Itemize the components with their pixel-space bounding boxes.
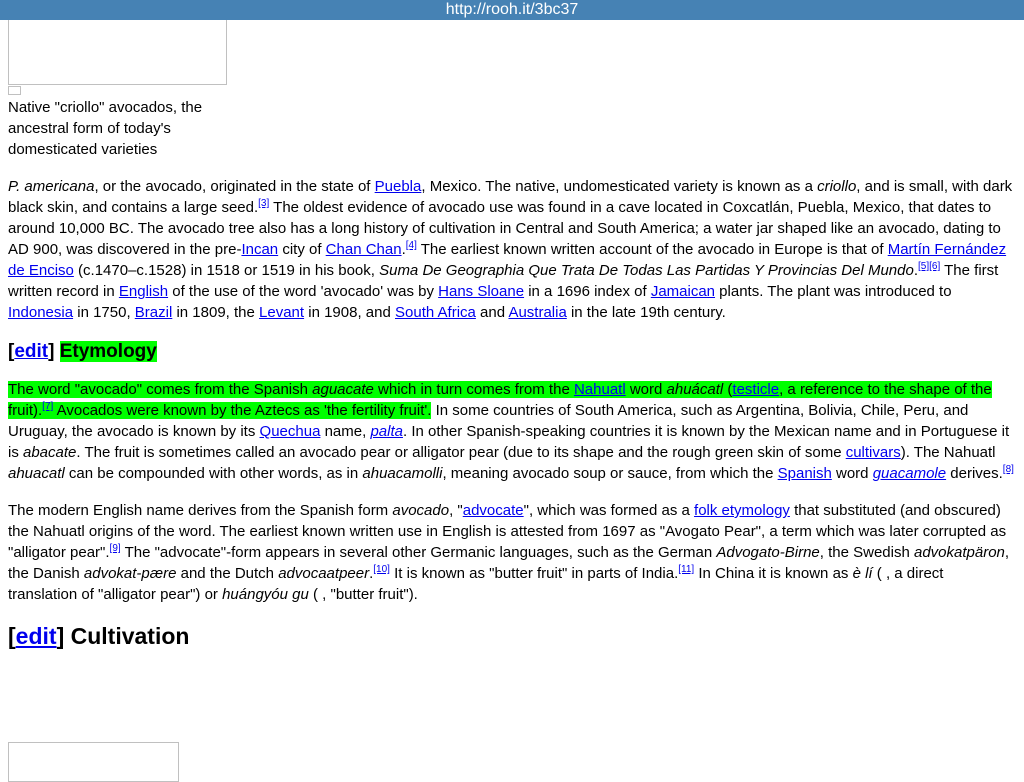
text: è lí bbox=[852, 565, 873, 582]
text: In some countries of South America, such as Argentina, Bolivia, Chile, Peru, and Uruguay, the avocado is known by its bbox=[8, 402, 969, 440]
edit-cultivation-link[interactable]: edit bbox=[15, 623, 57, 649]
link-australia[interactable]: Australia bbox=[508, 304, 567, 321]
text: ( bbox=[723, 381, 733, 398]
ref-3[interactable]: [3] bbox=[258, 198, 270, 209]
text: plants. The plant was introduced to bbox=[715, 283, 952, 300]
text: , or the avocado, originated in the state of bbox=[94, 178, 375, 195]
text: , meaning avocado soup or sauce, from which the bbox=[442, 465, 778, 482]
ref-11[interactable]: [11] bbox=[678, 564, 695, 575]
cultivation-image bbox=[8, 742, 179, 782]
url-bar[interactable] bbox=[0, 0, 1024, 20]
text: in the late 19th century. bbox=[566, 304, 726, 321]
text: , and is small, with dark black skin, and contains a large seed. bbox=[8, 178, 1013, 216]
text: abacate bbox=[23, 444, 77, 461]
text: , " bbox=[449, 502, 463, 519]
link-nahuatl[interactable]: Nahuatl bbox=[573, 381, 626, 398]
article-content bbox=[8, 176, 1016, 663]
text: Advogato-Birne bbox=[716, 544, 820, 561]
text: It is known as "butter fruit" in parts of India. bbox=[389, 565, 679, 582]
text: ahuacamolli bbox=[362, 465, 443, 482]
link-puebla[interactable]: Puebla bbox=[374, 178, 422, 195]
text: city of bbox=[278, 241, 326, 258]
text: ). The Nahuatl bbox=[900, 444, 996, 461]
text: in 1809, the bbox=[172, 304, 260, 321]
ref-10[interactable]: [10] bbox=[373, 564, 390, 575]
ref-5[interactable]: [5] bbox=[918, 261, 930, 272]
link-hans-sloane[interactable]: Hans Sloane bbox=[438, 283, 525, 300]
text: The modern English name derives from the Spanish form bbox=[8, 502, 393, 519]
image-enlarge-icon[interactable] bbox=[8, 86, 21, 95]
etymology-paragraph-2 bbox=[8, 500, 1016, 605]
image-caption: Native "criollo" avocados, the ancestral form of today's domesticated varieties bbox=[8, 99, 203, 158]
text: ( , a direct translation of "alligator pear") or bbox=[8, 565, 944, 603]
text: huángyóu gu bbox=[222, 586, 309, 603]
edit-etymology-link[interactable]: edit bbox=[14, 341, 49, 362]
text: . bbox=[913, 262, 918, 279]
text: , a reference to the shape of the fruit). bbox=[8, 381, 992, 419]
etymology-paragraph-1 bbox=[8, 379, 1016, 484]
text: , the Danish bbox=[8, 544, 1010, 582]
link-jamaican[interactable]: Jamaican bbox=[650, 283, 716, 300]
text: ( , "butter fruit"). bbox=[308, 586, 418, 603]
text: advokat-pære bbox=[83, 565, 177, 582]
text: derives. bbox=[946, 465, 1003, 482]
text: Avocados were known by the Aztecs as 'the fertility fruit'. bbox=[53, 402, 432, 419]
text: , the Swedish bbox=[819, 544, 914, 561]
species-name: P. americana bbox=[8, 178, 95, 195]
ref-8[interactable]: [8] bbox=[1002, 464, 1014, 475]
text: which in turn comes from the bbox=[373, 381, 574, 398]
link-spanish[interactable]: Spanish bbox=[777, 465, 832, 482]
text: The oldest evidence of avocado use was found in a cave located in Coxcatlán, Puebla, Mexico, that dates to around 10,000 BC. The avocado tree also has a long history of cultivation in Central and South America; a water jar shaped like an avocado, dating to AD 900, was discovered in the pre- bbox=[8, 199, 1001, 258]
text: avocado bbox=[392, 502, 450, 519]
text: and the Dutch bbox=[176, 565, 279, 582]
text: and bbox=[475, 304, 509, 321]
link-enciso[interactable]: Martín Fernández de Enciso bbox=[8, 241, 1007, 279]
text: . bbox=[369, 565, 374, 582]
section-title: Etymology bbox=[59, 341, 157, 362]
text: . In other Spanish-speaking countries it is known by the Mexican name and in Portuguese it is bbox=[8, 423, 1010, 461]
cultivation-heading: [edit] Cultivation bbox=[8, 623, 190, 649]
link-palta[interactable]: palta bbox=[370, 423, 403, 440]
text: in 1750, bbox=[73, 304, 135, 321]
etymology-heading: [edit] Etymology bbox=[8, 341, 157, 362]
link-guacamole[interactable]: guacamole bbox=[872, 465, 947, 482]
link-folk-etymology[interactable]: folk etymology bbox=[694, 502, 790, 519]
ref-4[interactable]: [4] bbox=[405, 240, 417, 251]
text: of the use of the word 'avocado' was by bbox=[168, 283, 439, 300]
text: advocaatpeer bbox=[278, 565, 370, 582]
text: ahuacatl bbox=[8, 465, 65, 482]
text: criollo bbox=[817, 178, 857, 195]
link-cultivars[interactable]: cultivars bbox=[845, 444, 901, 461]
text: that substituted (and obscured) the Nahuatl origins of the word. The earliest known written use in English is attested from 1697 as "Avogato Pear", a term which was later corrupted as "alligator pear". bbox=[8, 502, 1007, 561]
link-english[interactable]: English bbox=[118, 283, 169, 300]
text: name, bbox=[320, 423, 371, 440]
link-quechua[interactable]: Quechua bbox=[259, 423, 321, 440]
ref-9[interactable]: [9] bbox=[109, 543, 121, 554]
link-indonesia[interactable]: Indonesia bbox=[8, 304, 74, 321]
text: can be compounded with other words, as in bbox=[64, 465, 363, 482]
section-title: Cultivation bbox=[70, 623, 190, 649]
link-levant[interactable]: Levant bbox=[259, 304, 305, 321]
link-brazil[interactable]: Brazil bbox=[134, 304, 173, 321]
text: ", which was formed as a bbox=[523, 502, 695, 519]
text: The earliest known written account of the avocado in Europe is that of bbox=[416, 241, 888, 258]
text: In China it is known as bbox=[694, 565, 853, 582]
text: , Mexico. The native, undomesticated variety is known as a bbox=[421, 178, 818, 195]
link-south-africa[interactable]: South Africa bbox=[395, 304, 476, 321]
text: (c.1470–c.1528) in 1518 or 1519 in his book, bbox=[73, 262, 380, 279]
text: aguacate bbox=[312, 381, 374, 398]
text: ahuácatl bbox=[666, 381, 724, 398]
link-advocate[interactable]: advocate bbox=[462, 502, 524, 519]
text: . bbox=[401, 241, 406, 258]
link-incan[interactable]: Incan bbox=[241, 241, 279, 258]
text: word bbox=[831, 465, 873, 482]
history-paragraph bbox=[8, 176, 1016, 323]
link-chan-chan[interactable]: Chan Chan bbox=[325, 241, 402, 258]
book-title: Suma De Geographia Que Trata De Todas Las Partidas Y Provincias Del Mundo bbox=[379, 262, 914, 279]
text: The first written record in bbox=[8, 262, 999, 300]
text: The "advocate"-form appears in several other Germanic languages, such as the German bbox=[120, 544, 717, 561]
text: in 1908, and bbox=[304, 304, 395, 321]
url-text: http://rooh.it/3bc37 bbox=[445, 1, 579, 18]
text: in a 1696 index of bbox=[524, 283, 651, 300]
text: advokatpäron bbox=[913, 544, 1005, 561]
text: word bbox=[625, 381, 667, 398]
ref-7[interactable]: [7] bbox=[42, 401, 54, 412]
link-testicle[interactable]: testicle bbox=[732, 381, 780, 398]
ref-6[interactable]: [6] bbox=[929, 261, 941, 272]
text: The word "avocado" comes from the Spanish bbox=[8, 381, 313, 398]
text: . The fruit is sometimes called an avocado pear or alligator pear (due to its shape and the rough green skin of some bbox=[76, 444, 846, 461]
